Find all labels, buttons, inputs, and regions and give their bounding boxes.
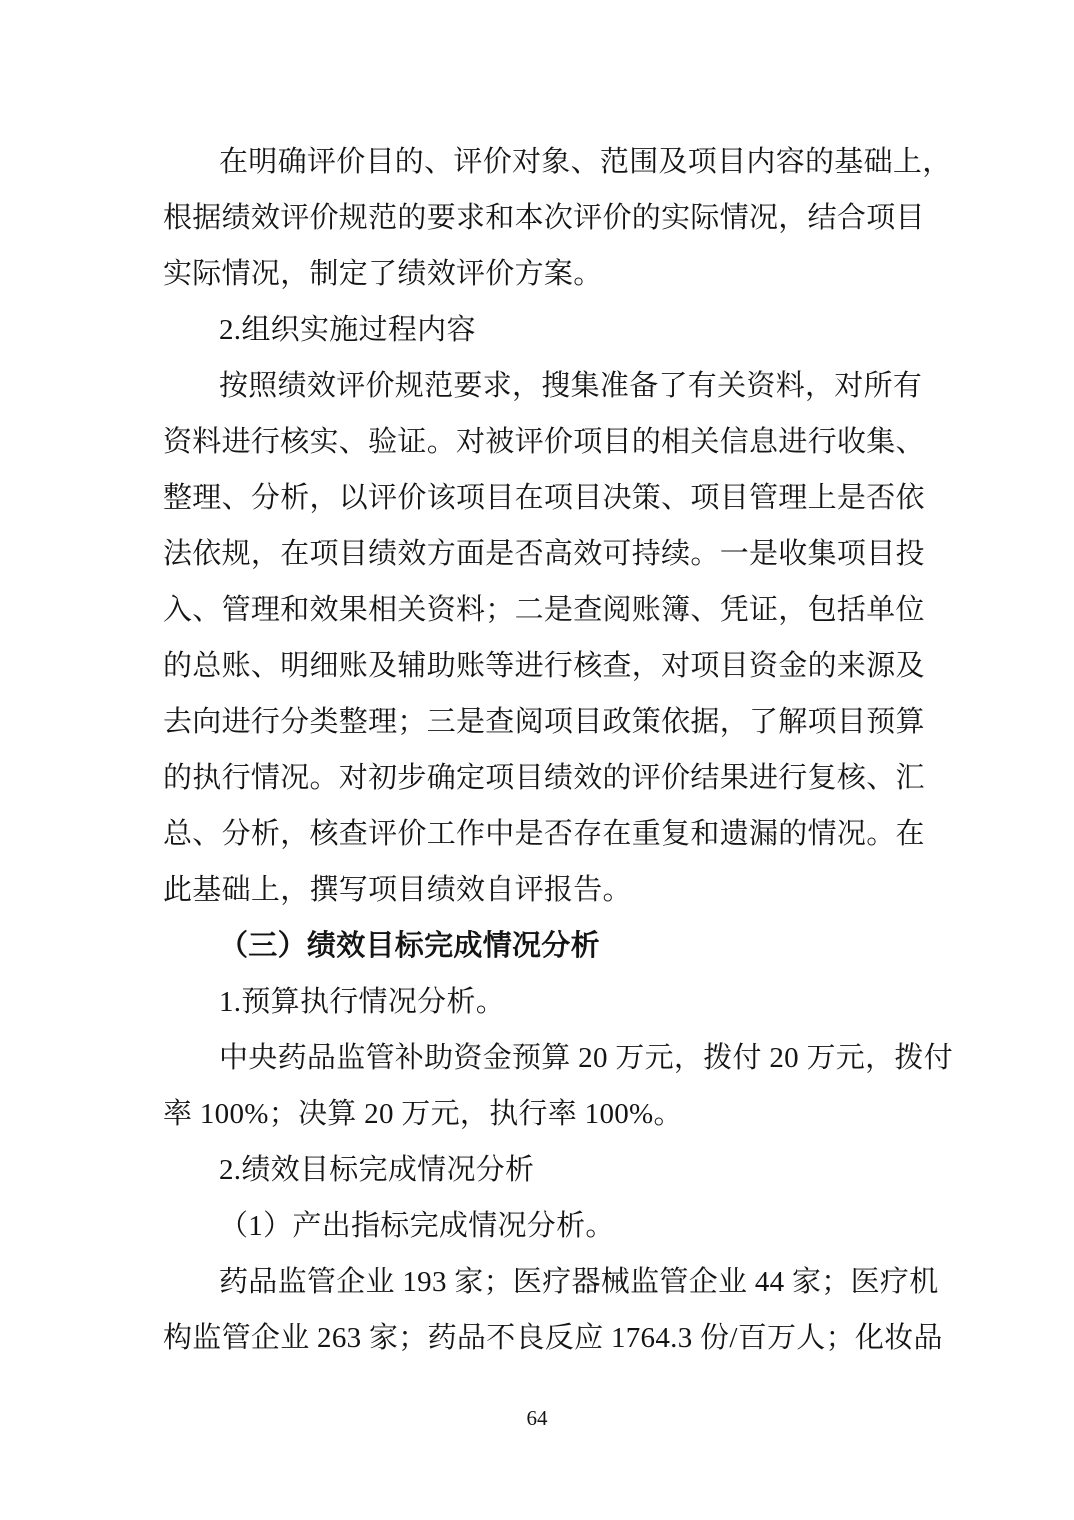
text-line: 的总账、明细账及辅助账等进行核查，对项目资金的来源及 — [163, 650, 925, 682]
text-line: 的执行情况。对初步确定项目绩效的评价结果进行复核、汇 — [163, 762, 925, 794]
text-line: 药品监管企业 193 家；医疗器械监管企业 44 家；医疗机 — [219, 1266, 939, 1298]
section-heading: （三）绩效目标完成情况分析 — [219, 930, 600, 962]
text-line: 构监管企业 263 家；药品不良反应 1764.3 份/百万人；化妆品 — [163, 1322, 943, 1354]
text-line: 中央药品监管补助资金预算 20 万元，拨付 20 万元，拨付 — [219, 1042, 954, 1074]
text-line: 资料进行核实、验证。对被评价项目的相关信息进行收集、 — [163, 426, 925, 458]
section-heading: （1）产出指标完成情况分析。 — [219, 1210, 615, 1242]
text-line: 实际情况，制定了绩效评价方案。 — [163, 258, 603, 290]
section-heading: 1.预算执行情况分析。 — [219, 986, 506, 1018]
text-line: 此基础上，撰写项目绩效自评报告。 — [163, 874, 632, 906]
text-line: 法依规，在项目绩效方面是否高效可持续。一是收集项目投 — [163, 538, 925, 570]
text-line: 按照绩效评价规范要求，搜集准备了有关资料，对所有 — [219, 370, 923, 402]
text-line: 率 100%；决算 20 万元，执行率 100%。 — [163, 1098, 683, 1130]
text-line: 在明确评价目的、评价对象、范围及项目内容的基础上， — [219, 146, 952, 178]
text-line: 根据绩效评价规范的要求和本次评价的实际情况，结合项目 — [163, 202, 925, 234]
section-heading: 2.绩效目标完成情况分析 — [219, 1154, 535, 1186]
text-line: 整理、分析，以评价该项目在项目决策、项目管理上是否依 — [163, 482, 925, 514]
section-heading: 2.组织实施过程内容 — [219, 314, 476, 346]
text-line: 去向进行分类整理；三是查阅项目政策依据，了解项目预算 — [163, 706, 925, 738]
document-body — [163, 134, 954, 1366]
page-number: 64 — [526, 1406, 548, 1430]
text-line: 总、分析，核查评价工作中是否存在重复和遗漏的情况。在 — [163, 818, 925, 850]
text-line: 入、管理和效果相关资料；二是查阅账簿、凭证，包括单位 — [163, 594, 925, 626]
